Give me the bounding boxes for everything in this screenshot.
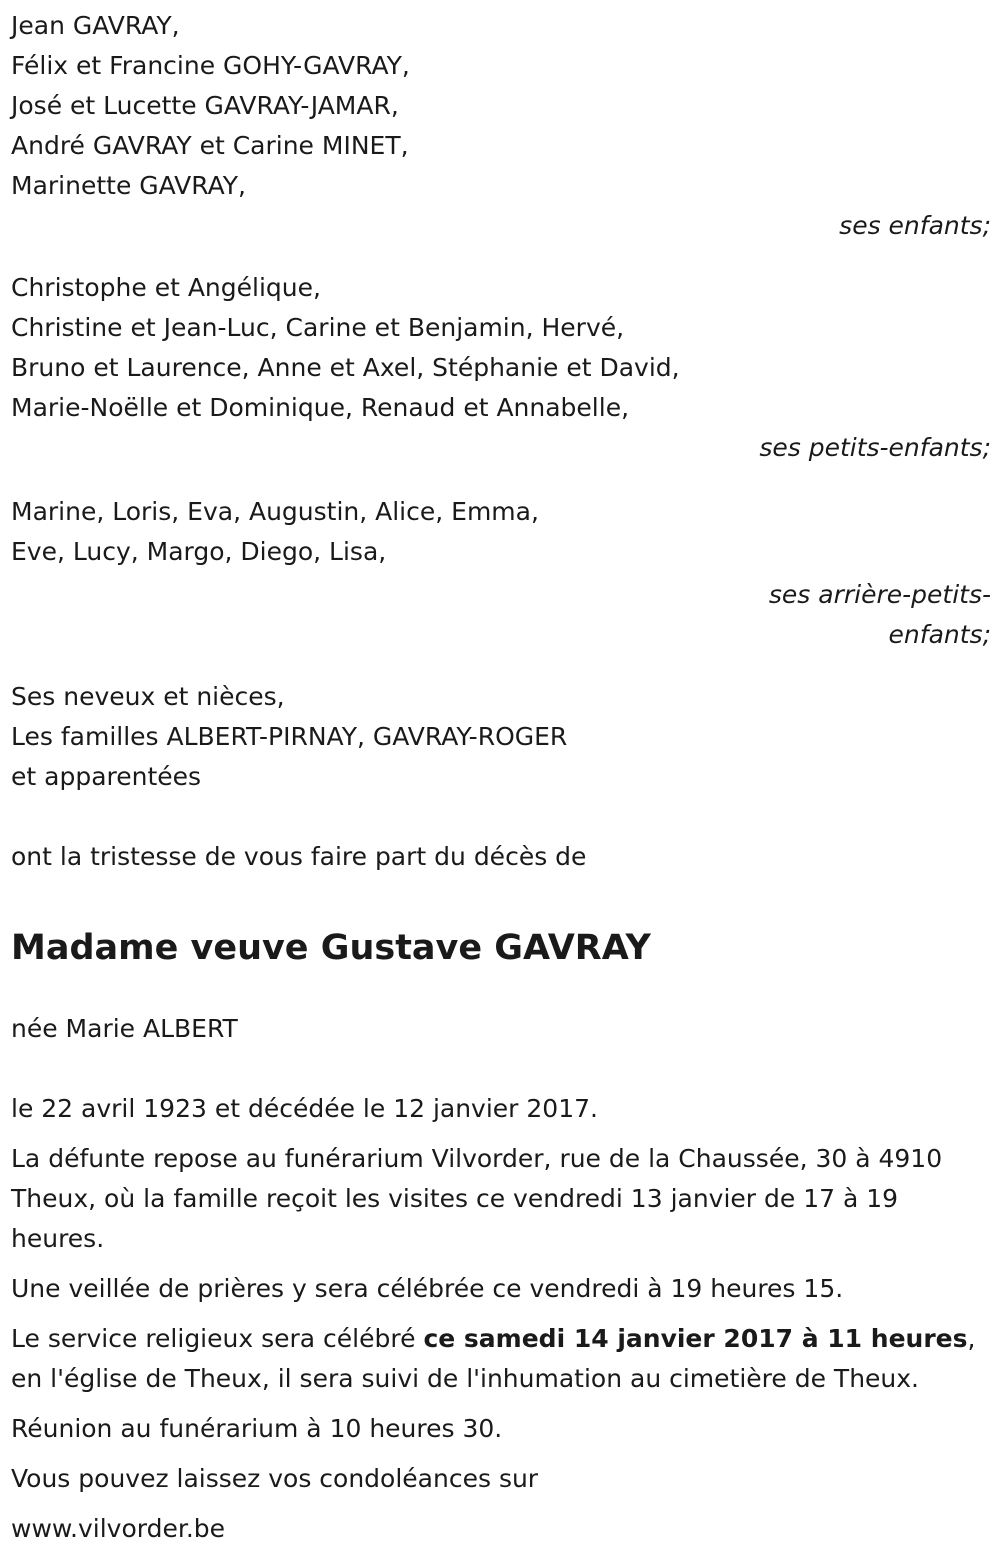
relatives-line: et apparentées xyxy=(11,762,202,791)
relatives-line: Ses neveux et nièces, xyxy=(11,682,285,711)
great-grandchildren-section xyxy=(11,492,991,655)
service-info xyxy=(11,1319,991,1399)
child-name: Jean GAVRAY, xyxy=(11,11,180,40)
grandchildren-role-label: ses petits-enfants; xyxy=(759,433,991,462)
grandchild-names: Christophe et Angélique, xyxy=(11,273,321,302)
announcement-text: ont la tristesse de vous faire part du décès de xyxy=(11,842,587,871)
life-dates: le 22 avril 1923 et décédée le 12 janvier 2017. xyxy=(11,1094,598,1123)
condolences-text: Vous pouvez laissez vos condoléances sur xyxy=(11,1464,539,1493)
children-role-label: ses enfants; xyxy=(839,211,991,240)
child-name: Félix et Francine GOHY-GAVRAY, xyxy=(11,51,410,80)
child-name: José et Lucette GAVRAY-JAMAR, xyxy=(11,91,399,120)
service-prefix: Le service religieux sera célébré xyxy=(11,1324,424,1353)
great-grandchildren-role-label-cont: enfants; xyxy=(888,620,991,649)
vigil-info: Une veillée de prières y sera célébrée ce vendredi à 19 heures 15. xyxy=(11,1274,844,1303)
meeting-info: Réunion au funérarium à 10 heures 30. xyxy=(11,1414,503,1443)
great-grandchild-names: Marine, Loris, Eva, Augustin, Alice, Emma, xyxy=(11,497,539,526)
great-grandchild-names: Eve, Lucy, Margo, Diego, Lisa, xyxy=(11,537,387,566)
children-section xyxy=(11,6,991,246)
grandchild-names: Bruno et Laurence, Anne et Axel, Stéphanie et David, xyxy=(11,353,680,382)
deceased-name: Madame veuve Gustave GAVRAY xyxy=(11,928,651,968)
service-suffix: , en l'église de Theux, il sera suivi de l'inhumation au cimetière de Theux. xyxy=(11,1324,976,1393)
great-grandchildren-role-label: ses arrière-petits- xyxy=(768,580,991,609)
website-link[interactable]: www.vilvorder.be xyxy=(11,1514,226,1543)
details-section xyxy=(11,1089,991,1549)
grandchild-names: Marie-Noëlle et Dominique, Renaud et Annabelle, xyxy=(11,393,630,422)
relatives-section xyxy=(11,677,991,797)
child-name: André GAVRAY et Carine MINET, xyxy=(11,131,409,160)
service-date-time: ce samedi 14 janvier 2017 à 11 heures xyxy=(423,1324,968,1353)
grandchild-names: Christine et Jean-Luc, Carine et Benjamin, Hervé, xyxy=(11,313,625,342)
obituary-notice xyxy=(11,6,991,1549)
repose-info: La défunte repose au funérarium Vilvorder, rue de la Chaussée, 30 à 4910 Theux, où la famille reçoit les visites ce vendredi 13 janvier de 17 à 19 heures. xyxy=(11,1144,943,1253)
grandchildren-section xyxy=(11,268,991,468)
relatives-line: Les familles ALBERT-PIRNAY, GAVRAY-ROGER xyxy=(11,722,568,751)
birth-name: née Marie ALBERT xyxy=(11,1014,238,1043)
child-name: Marinette GAVRAY, xyxy=(11,171,246,200)
